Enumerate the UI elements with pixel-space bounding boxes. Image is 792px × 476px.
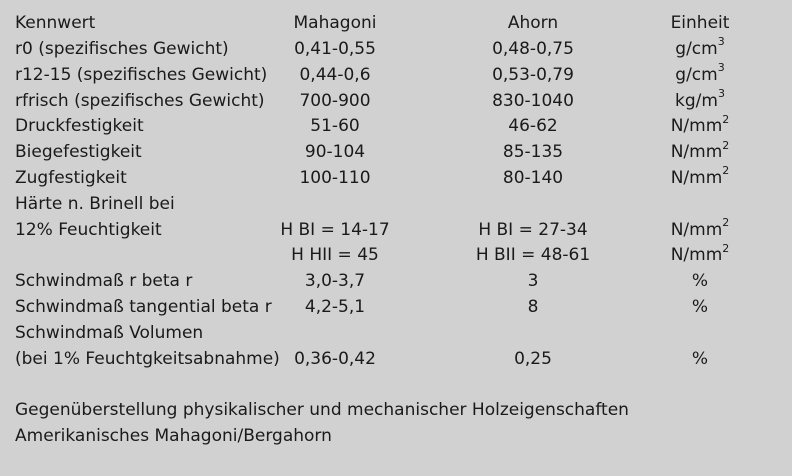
row-unit-exponent: 3 <box>717 86 725 100</box>
table-row <box>0 191 792 217</box>
row-unit <box>671 113 730 139</box>
row-unit <box>671 217 730 243</box>
table-row <box>0 346 792 372</box>
row-unit-base: N/mm <box>670 116 723 137</box>
header-ahorn: Ahorn <box>507 13 559 33</box>
row-unit <box>675 62 724 88</box>
row-unit-exponent: 2 <box>722 241 730 255</box>
row-label: (bei 1% Feuchtgkeitsabnahme) <box>15 348 280 369</box>
table-row <box>0 88 792 114</box>
table-row <box>0 242 792 268</box>
row-unit-base: % <box>691 348 709 369</box>
table-row <box>0 320 792 346</box>
row-ahorn-value: 0,25 <box>514 348 552 369</box>
row-unit-exponent: 2 <box>722 164 730 178</box>
row-mahagoni-value: 0,44-0,6 <box>299 64 371 85</box>
header-kennwert: Kennwert <box>15 13 96 33</box>
row-unit-exponent: 3 <box>717 61 725 75</box>
row-unit <box>675 88 725 114</box>
row-mahagoni-value: 51-60 <box>310 116 360 137</box>
row-unit-base: N/mm <box>670 142 723 163</box>
row-ahorn-value: 80-140 <box>502 168 564 188</box>
header-mahagoni: Mahagoni <box>293 13 377 33</box>
row-unit <box>692 268 708 294</box>
row-mahagoni-value: 0,41-0,55 <box>294 39 376 59</box>
row-mahagoni-value: H BI = 14-17 <box>280 219 390 240</box>
table-row <box>0 36 792 62</box>
row-unit-base: N/mm <box>670 245 723 266</box>
row-mahagoni-value: 100-110 <box>299 168 371 188</box>
table-header-row <box>0 10 792 36</box>
row-unit-base: N/mm <box>670 168 723 188</box>
row-unit-exponent: 2 <box>722 112 730 126</box>
table-row <box>0 139 792 165</box>
row-unit <box>675 36 724 62</box>
row-label: r0 (spezifisches Gewicht) <box>15 39 229 59</box>
table-row <box>0 113 792 139</box>
row-mahagoni-value: 3,0-3,7 <box>304 271 366 292</box>
row-unit <box>671 165 730 191</box>
row-mahagoni-value: 4,2-5,1 <box>304 297 366 317</box>
row-label: Druckfestigkeit <box>15 116 144 137</box>
row-unit-exponent: 3 <box>717 35 725 49</box>
row-unit <box>692 346 708 372</box>
row-mahagoni-value: H HII = 45 <box>291 245 379 266</box>
row-unit <box>671 139 730 165</box>
row-ahorn-value: H BI = 27-34 <box>478 219 588 240</box>
row-label: Schwindmaß tangential beta r <box>15 297 272 317</box>
caption-line-2: Amerikanisches Mahagoni/Bergahorn <box>15 426 332 446</box>
table-row <box>0 217 792 243</box>
row-label: Biegefestigkeit <box>15 142 142 163</box>
table-row <box>0 268 792 294</box>
row-label: Schwindmaß r beta r <box>15 271 193 292</box>
table-row <box>0 62 792 88</box>
row-mahagoni-value: 0,36-0,42 <box>294 348 376 369</box>
header-einheit: Einheit <box>670 13 730 33</box>
row-label: r12-15 (spezifisches Gewicht) <box>15 64 268 85</box>
row-ahorn-value: 3 <box>527 271 539 292</box>
row-unit <box>671 242 730 268</box>
caption-line-1: Gegenüberstellung physikalischer und mechanischer Holzeigenschaften <box>15 400 629 420</box>
row-unit-base: g/cm <box>675 64 718 85</box>
row-unit-base: % <box>691 271 709 292</box>
row-unit-base: kg/m <box>675 90 718 111</box>
row-mahagoni-value: 90-104 <box>304 142 366 163</box>
row-label: Schwindmaß Volumen <box>15 322 204 343</box>
row-label: 12% Feuchtigkeit <box>15 219 162 240</box>
row-unit-base: g/cm <box>675 39 718 59</box>
table-row <box>0 165 792 191</box>
row-ahorn-value: 830-1040 <box>492 90 574 111</box>
table-row <box>0 294 792 320</box>
row-unit-exponent: 2 <box>722 138 730 152</box>
row-ahorn-value: 0,48-0,75 <box>492 39 574 59</box>
row-unit-base: % <box>691 297 709 317</box>
row-ahorn-value: 0,53-0,79 <box>492 64 574 85</box>
row-mahagoni-value: 700-900 <box>299 90 371 111</box>
row-label: Härte n. Brinell bei <box>15 193 175 214</box>
row-ahorn-value: 85-135 <box>502 142 564 163</box>
row-label: Zugfestigkeit <box>15 168 127 188</box>
row-ahorn-value: 8 <box>527 297 539 317</box>
row-ahorn-value: 46-62 <box>508 116 558 137</box>
row-ahorn-value: H BII = 48-61 <box>475 245 591 266</box>
row-unit-exponent: 2 <box>722 215 730 229</box>
row-unit-base: N/mm <box>670 219 723 240</box>
row-unit <box>692 294 708 320</box>
row-label: rfrisch (spezifisches Gewicht) <box>15 90 265 111</box>
